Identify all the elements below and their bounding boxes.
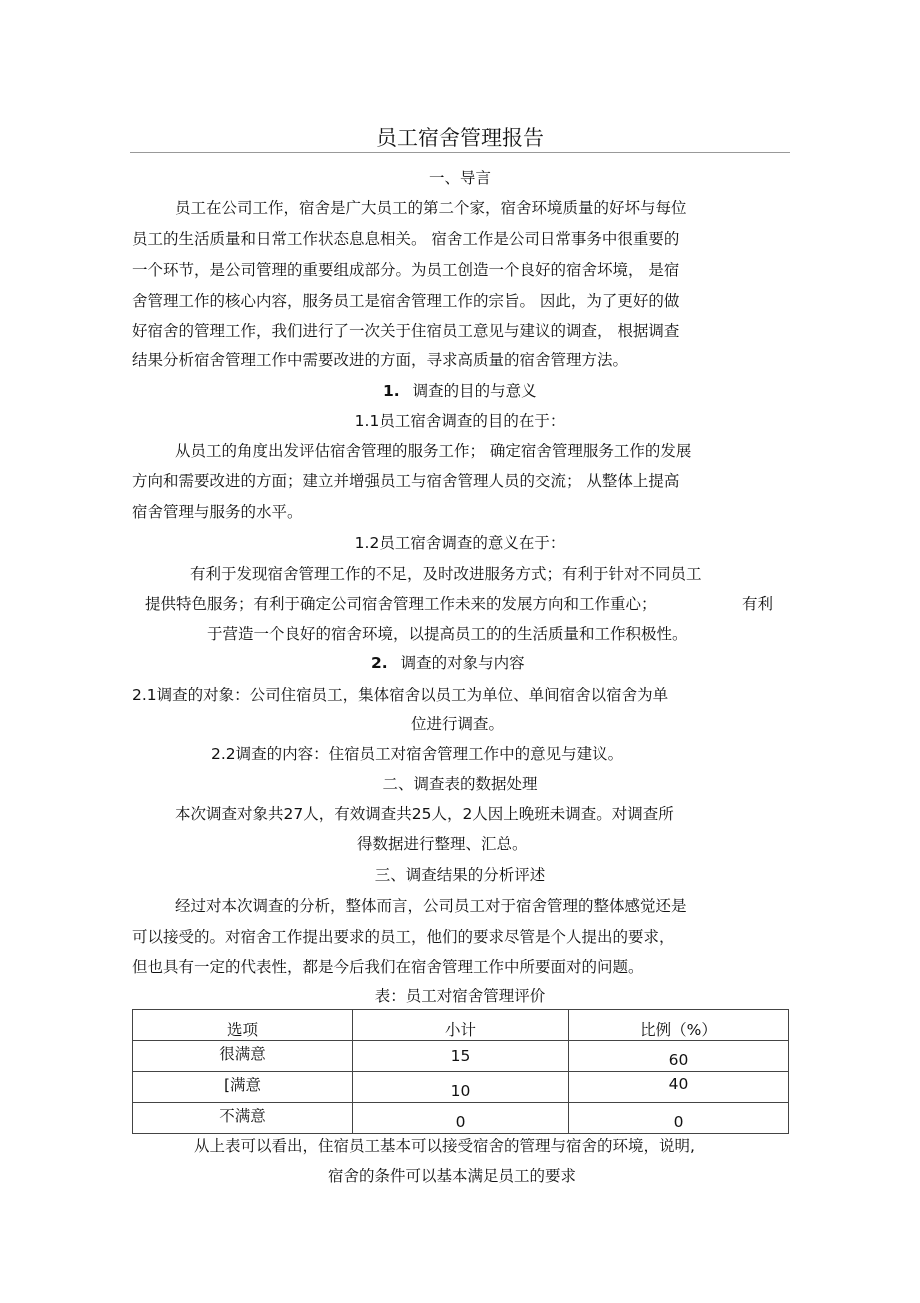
table-cell: 60 (569, 1041, 789, 1072)
section-number: 1. (383, 382, 400, 400)
table-caption: 表：员工对宿舍管理评价 (374, 987, 546, 1005)
table-header-cell: 比例（%） (569, 1010, 789, 1041)
paragraph-line: 宿舍管理与服务的水平。 (132, 503, 303, 521)
paragraph-line: 2.2调查的内容：住宿员工对宿舍管理工作中的意见与建议。 (211, 745, 624, 763)
paragraph-line: 但也具有一定的代表性，都是今后我们在宿舍管理工作中所要面对的问题。 (132, 958, 644, 976)
table-row (133, 1072, 789, 1103)
table-header-cell: 选项 (133, 1010, 353, 1041)
paragraph-line: 员工的生活质量和日常工作状态息息相关。 宿舍工作是公司日常事务中很重要的 (132, 230, 680, 248)
paragraph-line: 有利于发现宿舍管理工作的不足，及时改进服务方式；有利于针对不同员工 (190, 565, 702, 583)
section-1-heading (383, 381, 537, 401)
paragraph-line: 2.1调查的对象：公司住宿员工，集体宿舍以员工为单位、单间宿舍以宿舍为单 (132, 686, 669, 704)
intro-heading: 一、导言 (428, 169, 491, 187)
paragraph-line: 舍管理工作的核心内容，服务员工是宿舍管理工作的宗旨。 因此，为了更好的做 (132, 292, 680, 310)
data-section-heading: 二、调查表的数据处理 (382, 775, 538, 793)
table-row (133, 1041, 789, 1072)
paragraph-line: 经过对本次调查的分析，整体而言，公司员工对于宿舍管理的整体感觉还是 (175, 897, 687, 915)
section-title: 调查的目的与意义 (412, 382, 537, 400)
section-2-heading (371, 653, 525, 673)
paragraph-line: 得数据进行整理、汇总。 (357, 835, 528, 853)
table-header-row (133, 1010, 789, 1041)
table-header-cell: 小计 (353, 1010, 569, 1041)
table-cell: [满意 (133, 1072, 353, 1103)
table-cell: 15 (353, 1041, 569, 1072)
table-row (133, 1103, 789, 1134)
paragraph-line: 方向和需要改进的方面；建立并增强员工与宿舍管理人员的交流； 从整体上提高 (132, 472, 680, 490)
paragraph-line: 本次调查对象共27人，有效调查共25人，2人因上晚班未调查。对调查所 (175, 805, 674, 823)
section-number: 2. (371, 654, 388, 672)
subsection-1-1-heading: 1.1员工宿舍调查的目的在于： (354, 412, 566, 430)
paragraph-line: 从上表可以看出，住宿员工基本可以接受宿舍的管理与宿舍的环境，说明, (194, 1137, 695, 1155)
table-cell: 0 (569, 1103, 789, 1134)
table-cell: 40 (569, 1072, 789, 1103)
paragraph-line: 可以接受的。对宿舍工作提出要求的员工，他们的要求尽管是个人提出的要求， (132, 928, 675, 946)
paragraph-line: 从员工的角度出发评估宿舍管理的服务工作； 确定宿舍管理服务工作的发展 (175, 442, 692, 460)
paragraph-line: 提供特色服务；有利于确定公司宿舍管理工作未来的发展方向和工作重心； (145, 595, 657, 613)
table-cell: 0 (353, 1103, 569, 1134)
table-cell: 不满意 (133, 1103, 353, 1134)
paragraph-line: 有利 (742, 595, 774, 613)
table-cell: 10 (353, 1072, 569, 1103)
paragraph-line: 位进行调查。 (411, 715, 505, 733)
analysis-heading: 三、调查结果的分析评述 (374, 866, 546, 884)
paragraph-line: 宿舍的条件可以基本满足员工的要求 (328, 1167, 577, 1185)
section-title: 调查的对象与内容 (400, 654, 525, 672)
subsection-1-2-heading: 1.2员工宿舍调查的意义在于： (354, 534, 566, 552)
paragraph-line: 于营造一个良好的宿舍环境，以提高员工的的生活质量和工作积极性。 (207, 625, 688, 643)
paragraph-line: 好宿舍的管理工作，我们进行了一次关于住宿员工意见与建议的调查， 根据调查 (132, 322, 680, 340)
document-title: 员工宿舍管理报告 (376, 126, 544, 150)
table-cell: 很满意 (133, 1041, 353, 1072)
paragraph-line: 结果分析宿舍管理工作中需要改进的方面，寻求高质量的宿舍管理方法。 (132, 351, 629, 369)
paragraph-line: 员工在公司工作，宿舍是广大员工的第二个家，宿舍环境质量的好坏与每位 (175, 199, 687, 217)
evaluation-table (132, 1009, 789, 1134)
title-divider (130, 152, 790, 153)
paragraph-line: 一个环节，是公司管理的重要组成部分。为员工创造一个良好的宿舍坏境， 是宿 (132, 261, 680, 279)
